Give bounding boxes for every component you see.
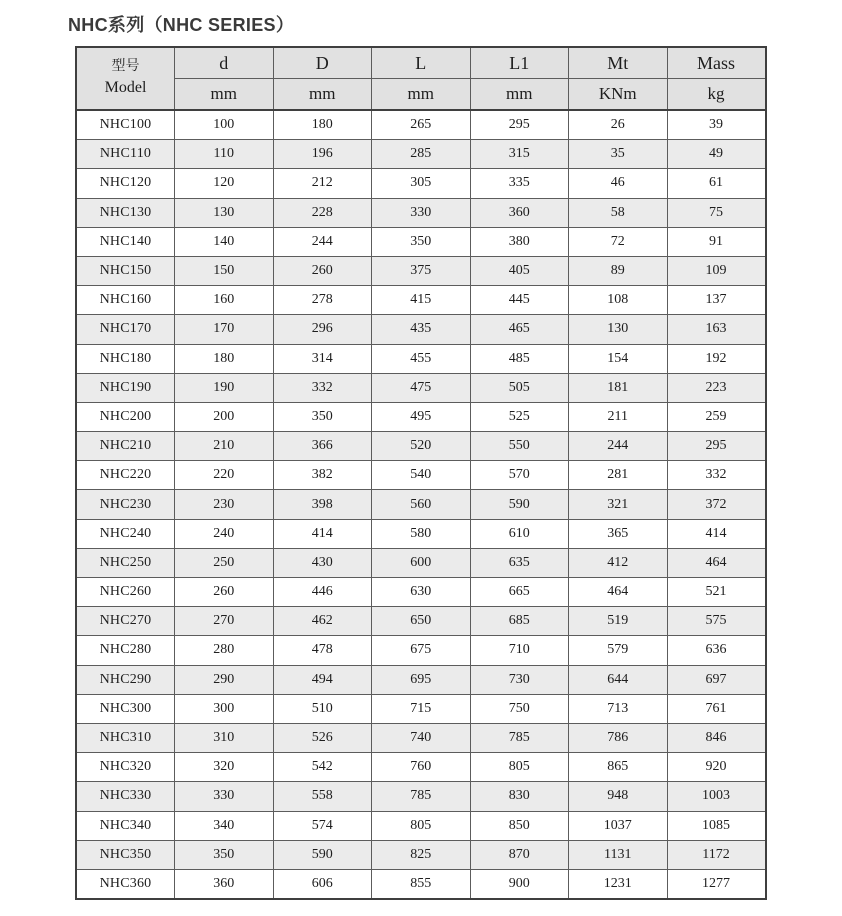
page-title: NHC系列（NHC SERIES） bbox=[68, 15, 295, 35]
table-cell: 240 bbox=[175, 519, 274, 548]
table-cell: 495 bbox=[372, 402, 471, 431]
table-cell: 310 bbox=[175, 723, 274, 752]
table-cell: 636 bbox=[667, 636, 766, 665]
table-cell: 210 bbox=[175, 432, 274, 461]
table-cell: 110 bbox=[175, 140, 274, 169]
table-cell: 445 bbox=[470, 286, 569, 315]
table-cell: 314 bbox=[273, 344, 372, 373]
table-cell: 211 bbox=[569, 402, 668, 431]
header-col-d: d bbox=[175, 47, 274, 79]
table-cell: 58 bbox=[569, 198, 668, 227]
table-cell: 365 bbox=[569, 519, 668, 548]
table-cell: 414 bbox=[273, 519, 372, 548]
table-cell: 590 bbox=[273, 840, 372, 869]
table-cell: 372 bbox=[667, 490, 766, 519]
table-row bbox=[76, 869, 766, 899]
table-cell: 825 bbox=[372, 840, 471, 869]
table-cell: 846 bbox=[667, 723, 766, 752]
table-cell: 360 bbox=[470, 198, 569, 227]
table-cell: 350 bbox=[175, 840, 274, 869]
table-cell: 575 bbox=[667, 607, 766, 636]
table-cell: 140 bbox=[175, 227, 274, 256]
model-cell: NHC310 bbox=[76, 723, 175, 752]
table-cell: 320 bbox=[175, 753, 274, 782]
table-cell: 278 bbox=[273, 286, 372, 315]
table-cell: 130 bbox=[175, 198, 274, 227]
model-cell: NHC190 bbox=[76, 373, 175, 402]
table-cell: 315 bbox=[470, 140, 569, 169]
table-row bbox=[76, 256, 766, 285]
table-cell: 805 bbox=[470, 753, 569, 782]
table-body bbox=[76, 110, 766, 899]
table-cell: 870 bbox=[470, 840, 569, 869]
header-model-en: Model bbox=[104, 79, 147, 97]
model-cell: NHC330 bbox=[76, 782, 175, 811]
table-cell: 350 bbox=[372, 227, 471, 256]
table-cell: 560 bbox=[372, 490, 471, 519]
table-cell: 715 bbox=[372, 694, 471, 723]
table-cell: 200 bbox=[175, 402, 274, 431]
table-cell: 398 bbox=[273, 490, 372, 519]
table-cell: 290 bbox=[175, 665, 274, 694]
table-cell: 464 bbox=[667, 548, 766, 577]
table-cell: 590 bbox=[470, 490, 569, 519]
model-cell: NHC260 bbox=[76, 578, 175, 607]
table-cell: 675 bbox=[372, 636, 471, 665]
table-cell: 475 bbox=[372, 373, 471, 402]
table-cell: 35 bbox=[569, 140, 668, 169]
table-cell: 435 bbox=[372, 315, 471, 344]
table-row bbox=[76, 665, 766, 694]
table-cell: 494 bbox=[273, 665, 372, 694]
table-cell: 415 bbox=[372, 286, 471, 315]
table-cell: 321 bbox=[569, 490, 668, 519]
header-col-D: D bbox=[273, 47, 372, 79]
table-cell: 540 bbox=[372, 461, 471, 490]
table-cell: 695 bbox=[372, 665, 471, 694]
model-cell: NHC100 bbox=[76, 110, 175, 140]
table-cell: 91 bbox=[667, 227, 766, 256]
table-cell: 579 bbox=[569, 636, 668, 665]
table-cell: 190 bbox=[175, 373, 274, 402]
table-cell: 296 bbox=[273, 315, 372, 344]
header-model-zh: 型号 bbox=[111, 59, 140, 75]
table-cell: 697 bbox=[667, 665, 766, 694]
header-col-Mt: Mt bbox=[569, 47, 668, 79]
table-row bbox=[76, 490, 766, 519]
model-cell: NHC170 bbox=[76, 315, 175, 344]
table-cell: 281 bbox=[569, 461, 668, 490]
header-unit-Mt: KNm bbox=[569, 79, 668, 111]
model-cell: NHC360 bbox=[76, 869, 175, 899]
table-cell: 180 bbox=[273, 110, 372, 140]
table-cell: 109 bbox=[667, 256, 766, 285]
model-cell: NHC320 bbox=[76, 753, 175, 782]
model-cell: NHC350 bbox=[76, 840, 175, 869]
table-cell: 1037 bbox=[569, 811, 668, 840]
table-cell: 558 bbox=[273, 782, 372, 811]
table-cell: 542 bbox=[273, 753, 372, 782]
header-unit-L1: mm bbox=[470, 79, 569, 111]
model-cell: NHC230 bbox=[76, 490, 175, 519]
table-cell: 89 bbox=[569, 256, 668, 285]
table-cell: 46 bbox=[569, 169, 668, 198]
table-cell: 340 bbox=[175, 811, 274, 840]
model-cell: NHC130 bbox=[76, 198, 175, 227]
table-cell: 228 bbox=[273, 198, 372, 227]
table-row bbox=[76, 402, 766, 431]
table-cell: 464 bbox=[569, 578, 668, 607]
table-cell: 478 bbox=[273, 636, 372, 665]
table-cell: 380 bbox=[470, 227, 569, 256]
table-cell: 650 bbox=[372, 607, 471, 636]
table-cell: 855 bbox=[372, 869, 471, 899]
header-col-Mass: Mass bbox=[667, 47, 766, 79]
table-row bbox=[76, 782, 766, 811]
model-cell: NHC110 bbox=[76, 140, 175, 169]
model-cell: NHC180 bbox=[76, 344, 175, 373]
table-row bbox=[76, 723, 766, 752]
table-cell: 785 bbox=[470, 723, 569, 752]
table-cell: 75 bbox=[667, 198, 766, 227]
header-unit-Mass: kg bbox=[667, 79, 766, 111]
table-cell: 948 bbox=[569, 782, 668, 811]
table-row bbox=[76, 432, 766, 461]
table-cell: 305 bbox=[372, 169, 471, 198]
table-row bbox=[76, 578, 766, 607]
nhc-series-table bbox=[75, 46, 767, 900]
header-col-L1: L1 bbox=[470, 47, 569, 79]
table-cell: 920 bbox=[667, 753, 766, 782]
table-cell: 120 bbox=[175, 169, 274, 198]
table-cell: 39 bbox=[667, 110, 766, 140]
table-row bbox=[76, 344, 766, 373]
table-row bbox=[76, 315, 766, 344]
table-cell: 805 bbox=[372, 811, 471, 840]
table-cell: 580 bbox=[372, 519, 471, 548]
table-cell: 332 bbox=[273, 373, 372, 402]
table-row bbox=[76, 840, 766, 869]
table-cell: 574 bbox=[273, 811, 372, 840]
table-cell: 710 bbox=[470, 636, 569, 665]
table-cell: 465 bbox=[470, 315, 569, 344]
table-cell: 1085 bbox=[667, 811, 766, 840]
table-row bbox=[76, 694, 766, 723]
table-cell: 295 bbox=[667, 432, 766, 461]
table-cell: 220 bbox=[175, 461, 274, 490]
table-cell: 160 bbox=[175, 286, 274, 315]
table-cell: 525 bbox=[470, 402, 569, 431]
model-cell: NHC200 bbox=[76, 402, 175, 431]
table-cell: 170 bbox=[175, 315, 274, 344]
table-row bbox=[76, 811, 766, 840]
table-cell: 865 bbox=[569, 753, 668, 782]
table-row bbox=[76, 198, 766, 227]
table-cell: 180 bbox=[175, 344, 274, 373]
table-row bbox=[76, 227, 766, 256]
table-cell: 332 bbox=[667, 461, 766, 490]
table-cell: 223 bbox=[667, 373, 766, 402]
table-cell: 130 bbox=[569, 315, 668, 344]
table-cell: 713 bbox=[569, 694, 668, 723]
table-cell: 750 bbox=[470, 694, 569, 723]
table-cell: 485 bbox=[470, 344, 569, 373]
table-cell: 259 bbox=[667, 402, 766, 431]
header-col-L: L bbox=[372, 47, 471, 79]
table-cell: 212 bbox=[273, 169, 372, 198]
table-cell: 330 bbox=[175, 782, 274, 811]
table-header bbox=[76, 47, 766, 110]
model-cell: NHC280 bbox=[76, 636, 175, 665]
header-model bbox=[76, 47, 175, 110]
table-cell: 181 bbox=[569, 373, 668, 402]
table-cell: 521 bbox=[667, 578, 766, 607]
table-cell: 520 bbox=[372, 432, 471, 461]
table-cell: 163 bbox=[667, 315, 766, 344]
model-cell: NHC340 bbox=[76, 811, 175, 840]
table-cell: 606 bbox=[273, 869, 372, 899]
table-cell: 730 bbox=[470, 665, 569, 694]
table-cell: 570 bbox=[470, 461, 569, 490]
table-cell: 280 bbox=[175, 636, 274, 665]
table-cell: 1231 bbox=[569, 869, 668, 899]
table-cell: 446 bbox=[273, 578, 372, 607]
table-cell: 665 bbox=[470, 578, 569, 607]
model-cell: NHC300 bbox=[76, 694, 175, 723]
table-cell: 1003 bbox=[667, 782, 766, 811]
model-cell: NHC290 bbox=[76, 665, 175, 694]
table-cell: 414 bbox=[667, 519, 766, 548]
table-cell: 360 bbox=[175, 869, 274, 899]
header-unit-d: mm bbox=[175, 79, 274, 111]
table-cell: 196 bbox=[273, 140, 372, 169]
table-cell: 244 bbox=[273, 227, 372, 256]
table-cell: 740 bbox=[372, 723, 471, 752]
table-row bbox=[76, 286, 766, 315]
table-cell: 505 bbox=[470, 373, 569, 402]
model-cell: NHC120 bbox=[76, 169, 175, 198]
table-cell: 635 bbox=[470, 548, 569, 577]
table-cell: 230 bbox=[175, 490, 274, 519]
table-row bbox=[76, 548, 766, 577]
table-cell: 192 bbox=[667, 344, 766, 373]
table-cell: 260 bbox=[273, 256, 372, 285]
table-cell: 1277 bbox=[667, 869, 766, 899]
table-cell: 26 bbox=[569, 110, 668, 140]
model-cell: NHC220 bbox=[76, 461, 175, 490]
table-cell: 330 bbox=[372, 198, 471, 227]
table-row bbox=[76, 636, 766, 665]
table-cell: 137 bbox=[667, 286, 766, 315]
model-cell: NHC270 bbox=[76, 607, 175, 636]
table-cell: 830 bbox=[470, 782, 569, 811]
table-row bbox=[76, 169, 766, 198]
table-row bbox=[76, 373, 766, 402]
table-cell: 430 bbox=[273, 548, 372, 577]
table-cell: 244 bbox=[569, 432, 668, 461]
table-row bbox=[76, 140, 766, 169]
table-cell: 335 bbox=[470, 169, 569, 198]
header-unit-D: mm bbox=[273, 79, 372, 111]
table-row bbox=[76, 607, 766, 636]
table-cell: 600 bbox=[372, 548, 471, 577]
table-cell: 350 bbox=[273, 402, 372, 431]
table-row bbox=[76, 461, 766, 490]
table-cell: 250 bbox=[175, 548, 274, 577]
table-cell: 375 bbox=[372, 256, 471, 285]
table-cell: 850 bbox=[470, 811, 569, 840]
table-row bbox=[76, 110, 766, 140]
model-cell: NHC150 bbox=[76, 256, 175, 285]
model-cell: NHC160 bbox=[76, 286, 175, 315]
table-cell: 72 bbox=[569, 227, 668, 256]
table-cell: 260 bbox=[175, 578, 274, 607]
table-cell: 412 bbox=[569, 548, 668, 577]
table-cell: 366 bbox=[273, 432, 372, 461]
table-cell: 644 bbox=[569, 665, 668, 694]
table-cell: 49 bbox=[667, 140, 766, 169]
table-cell: 786 bbox=[569, 723, 668, 752]
table-cell: 1131 bbox=[569, 840, 668, 869]
table-cell: 295 bbox=[470, 110, 569, 140]
table-cell: 510 bbox=[273, 694, 372, 723]
table-cell: 519 bbox=[569, 607, 668, 636]
table-cell: 900 bbox=[470, 869, 569, 899]
table-cell: 785 bbox=[372, 782, 471, 811]
table-cell: 285 bbox=[372, 140, 471, 169]
model-cell: NHC240 bbox=[76, 519, 175, 548]
table-cell: 760 bbox=[372, 753, 471, 782]
table-cell: 550 bbox=[470, 432, 569, 461]
table-cell: 462 bbox=[273, 607, 372, 636]
table-cell: 382 bbox=[273, 461, 372, 490]
table-cell: 610 bbox=[470, 519, 569, 548]
model-cell: NHC140 bbox=[76, 227, 175, 256]
table-cell: 526 bbox=[273, 723, 372, 752]
table-cell: 300 bbox=[175, 694, 274, 723]
header-unit-L: mm bbox=[372, 79, 471, 111]
table-row bbox=[76, 753, 766, 782]
table-cell: 1172 bbox=[667, 840, 766, 869]
table-cell: 630 bbox=[372, 578, 471, 607]
table-cell: 100 bbox=[175, 110, 274, 140]
model-cell: NHC210 bbox=[76, 432, 175, 461]
table-cell: 270 bbox=[175, 607, 274, 636]
model-cell: NHC250 bbox=[76, 548, 175, 577]
table-cell: 685 bbox=[470, 607, 569, 636]
table-cell: 154 bbox=[569, 344, 668, 373]
table-cell: 61 bbox=[667, 169, 766, 198]
table-cell: 150 bbox=[175, 256, 274, 285]
table-cell: 405 bbox=[470, 256, 569, 285]
table-cell: 455 bbox=[372, 344, 471, 373]
table-cell: 265 bbox=[372, 110, 471, 140]
table-cell: 108 bbox=[569, 286, 668, 315]
table-cell: 761 bbox=[667, 694, 766, 723]
table-row bbox=[76, 519, 766, 548]
